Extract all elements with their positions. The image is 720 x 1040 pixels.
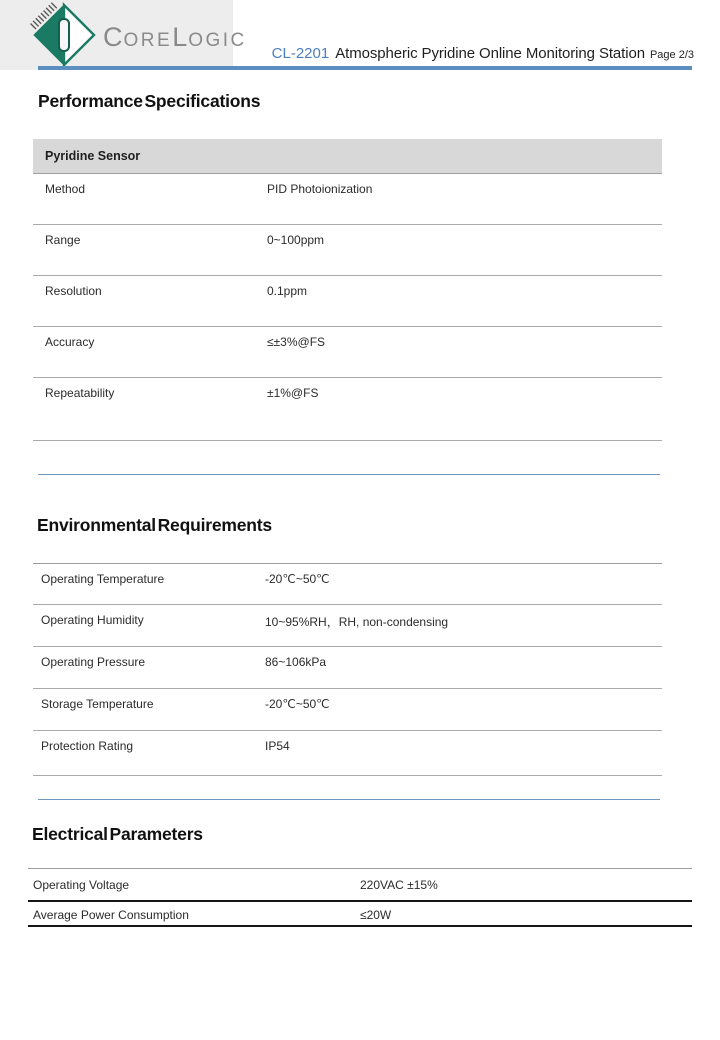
row-label: Protection Rating xyxy=(41,739,134,753)
wordmark-letters: OGIC xyxy=(188,29,247,51)
section-heading-performance: Performance Specifications xyxy=(38,91,261,111)
row-label: Method xyxy=(45,182,86,196)
table-row-average-power-consumption xyxy=(28,902,692,927)
wordmark-letters: ORE xyxy=(123,29,173,51)
section-heading-electrical: Electrical Parameters xyxy=(32,824,203,844)
row-value: IP54 xyxy=(265,739,290,753)
header-rule xyxy=(38,66,692,70)
section-heading-environmental: Environmental Requirements xyxy=(37,515,272,535)
environmental-table xyxy=(33,563,662,776)
row-label: Storage Temperature xyxy=(41,697,154,711)
performance-table xyxy=(33,139,662,441)
row-label: Operating Temperature xyxy=(41,572,165,586)
logo-area xyxy=(0,0,247,70)
row-value: 0.1ppm xyxy=(267,284,308,298)
table-row-resolution xyxy=(33,276,662,327)
row-label: Resolution xyxy=(45,284,102,298)
row-value: 10~95%RH，RH, non-condensing xyxy=(265,615,449,629)
product-name: Atmospheric Pyridine Online Monitoring Station xyxy=(335,45,645,62)
row-value: ≤20W xyxy=(360,908,392,922)
wordmark-letter: L xyxy=(172,21,189,52)
row-label: Accuracy xyxy=(45,335,95,349)
row-value: ≤±3%@FS xyxy=(267,335,326,349)
row-value: 86~106kPa xyxy=(265,655,327,669)
table-header-pyridine-sensor: Pyridine Sensor xyxy=(33,139,662,174)
row-label: Operating Humidity xyxy=(41,613,144,627)
corelogic-logo-icon xyxy=(24,2,96,68)
wordmark-letter: C xyxy=(103,21,124,52)
section-divider xyxy=(38,799,660,800)
model-number: CL-2201 xyxy=(271,45,330,62)
row-value: ±1%@FS xyxy=(267,386,319,400)
table-row-range xyxy=(33,225,662,276)
page-number: Page 2/3 xyxy=(649,49,694,61)
table-row-storage-temperature xyxy=(33,689,662,731)
row-value: 0~100ppm xyxy=(267,233,325,247)
row-value: PID Photoionization xyxy=(267,182,373,196)
row-label: Operating Pressure xyxy=(41,655,146,669)
row-label: Repeatability xyxy=(45,386,115,400)
document-title xyxy=(272,45,694,62)
table-row-operating-humidity xyxy=(33,605,662,647)
table-row-repeatability xyxy=(33,378,662,441)
electrical-table xyxy=(28,868,692,927)
row-value: 220VAC ±15% xyxy=(360,878,438,892)
row-label: Range xyxy=(45,233,81,247)
table-row-operating-pressure xyxy=(33,647,662,689)
row-label: Average Power Consumption xyxy=(33,908,189,922)
table-row-method xyxy=(33,174,662,225)
table-row-accuracy xyxy=(33,327,662,378)
row-label: Operating Voltage xyxy=(33,878,130,892)
row-value: -20℃~50℃ xyxy=(265,572,330,586)
table-row-protection-rating xyxy=(33,731,662,776)
table-row-operating-temperature xyxy=(33,564,662,605)
corelogic-wordmark xyxy=(103,22,247,53)
section-divider xyxy=(38,474,660,475)
table-row-operating-voltage xyxy=(28,869,692,902)
row-value: -20℃~50℃ xyxy=(265,697,330,711)
